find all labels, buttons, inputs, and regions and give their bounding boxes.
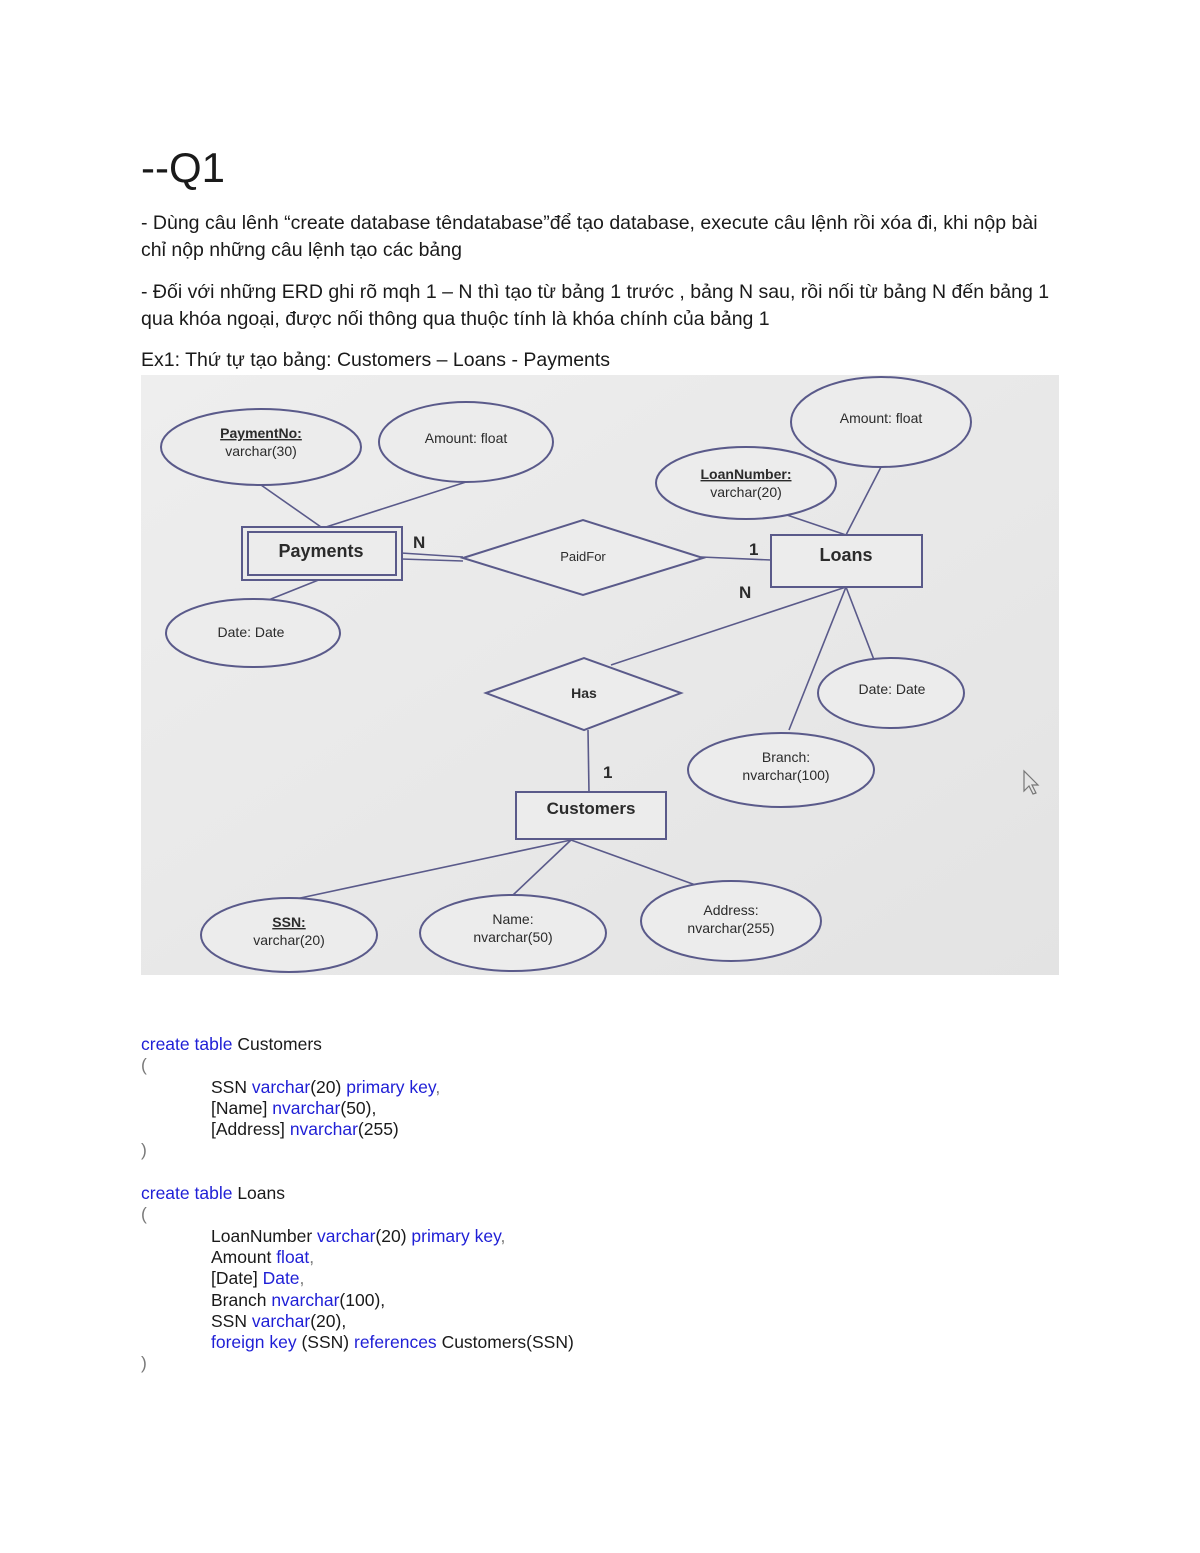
sql-keyword: references xyxy=(354,1332,437,1353)
attr-address-type: nvarchar(255) xyxy=(687,920,775,936)
sql-keyword: primary key xyxy=(346,1076,436,1097)
code-line xyxy=(141,1268,574,1289)
punctuation: , xyxy=(500,1225,506,1246)
instruction-paragraph-2: - Đối với những ERD ghi rõ mqh 1 – N thì tạo từ bảng 1 trước , bảng N sau, rồi nối từ bảng N đến bảng 1 qua khóa ngoại, được nối thông qua thuộc tính là khóa chính của bảng 1 xyxy=(141,281,1050,330)
sql-type: nvarchar xyxy=(271,1289,340,1310)
sql-type: nvarchar xyxy=(272,1097,341,1118)
code-line xyxy=(141,1247,574,1268)
punctuation: , xyxy=(435,1076,441,1097)
sql-keyword: create table xyxy=(141,1034,233,1054)
column-name: [Name] xyxy=(211,1097,268,1118)
code-line: ( xyxy=(141,1204,147,1225)
punctuation: , xyxy=(309,1246,315,1267)
punctuation: , xyxy=(299,1268,305,1289)
type-args: (100), xyxy=(339,1289,386,1310)
example-caption: Ex1: Thứ tự tạo bảng: Customers – Loans - Payments xyxy=(141,349,611,371)
attr-branch-type: nvarchar(100) xyxy=(742,767,830,783)
entity-loans-label: Loans xyxy=(819,545,873,565)
type-args: (20) xyxy=(375,1225,407,1246)
table-name: Customers xyxy=(237,1034,322,1054)
cardinality-customers-1: 1 xyxy=(603,763,613,782)
sql-keyword: create table xyxy=(141,1183,233,1204)
entity-payments-label: Payments xyxy=(278,541,364,561)
column-ref: (SSN) xyxy=(301,1332,350,1353)
code-line xyxy=(141,1098,574,1119)
sql-type: Date xyxy=(262,1268,300,1289)
entity-customers-label: Customers xyxy=(546,799,636,818)
erd-diagram-photo xyxy=(141,375,1059,975)
code-blank-line xyxy=(141,1162,574,1183)
sql-keyword: foreign key xyxy=(211,1332,297,1353)
code-line xyxy=(141,1077,574,1098)
rel-paidfor-label: PaidFor xyxy=(560,549,606,564)
attr-branch-label: Branch: xyxy=(761,749,811,765)
code-line xyxy=(141,1332,574,1353)
sql-type: varchar xyxy=(251,1076,311,1097)
column-name: Amount xyxy=(211,1246,272,1267)
sql-type: varchar xyxy=(317,1225,376,1246)
table-name: Loans xyxy=(237,1183,286,1204)
page-heading: --Q1 xyxy=(141,144,225,191)
instruction-paragraph-1: - Dùng câu lênh “create database têndatabase”để tạo database, execute câu lệnh rồi xóa đi, khi nộp bài chỉ nộp những câu lệnh tạo các bảng xyxy=(141,212,1038,261)
attr-ssn-label: SSN: xyxy=(272,914,306,930)
column-name: LoanNumber xyxy=(211,1225,313,1246)
code-line xyxy=(141,1311,574,1332)
rel-has-label: Has xyxy=(571,685,597,701)
code-line: ( xyxy=(141,1055,147,1076)
type-args: (20) xyxy=(310,1076,342,1097)
sql-type: nvarchar xyxy=(289,1119,358,1140)
type-args: (255) xyxy=(357,1119,399,1140)
cardinality-loans-1: 1 xyxy=(749,540,759,559)
column-name: Branch xyxy=(211,1289,267,1310)
column-name: SSN xyxy=(211,1310,247,1331)
attr-loannumber-ellipse xyxy=(656,447,836,519)
sql-type: float xyxy=(276,1246,310,1267)
code-line xyxy=(141,1119,574,1140)
attr-loan-amount-label: Amount: float xyxy=(839,410,923,426)
code-line: ) xyxy=(141,1140,147,1161)
attr-paymentno-label: PaymentNo: xyxy=(220,425,302,441)
reference-target: Customers(SSN) xyxy=(441,1332,574,1353)
cardinality-loans-n: N xyxy=(739,583,752,602)
sql-keyword: primary key xyxy=(411,1225,501,1246)
code-line: ) xyxy=(141,1353,147,1374)
column-name: [Date] xyxy=(211,1268,258,1289)
attr-loannumber-label: LoanNumber: xyxy=(700,466,792,482)
column-name: SSN xyxy=(211,1076,247,1097)
attr-name-type: nvarchar(50) xyxy=(473,929,553,945)
attr-paymentno-type: varchar(30) xyxy=(225,443,297,459)
attr-loannumber-type: varchar(20) xyxy=(710,484,782,500)
sql-code-block xyxy=(141,1034,574,1375)
attr-address-label: Address: xyxy=(703,902,759,918)
code-line xyxy=(141,1226,574,1247)
type-args: (20), xyxy=(310,1310,347,1331)
code-line xyxy=(141,1290,574,1311)
attr-payment-date-label: Date: Date xyxy=(217,624,285,640)
column-name: [Address] xyxy=(211,1119,285,1140)
attr-loan-date-label: Date: Date xyxy=(858,681,926,697)
code-line xyxy=(141,1034,574,1055)
code-line xyxy=(141,1183,574,1204)
type-args: (50), xyxy=(340,1097,377,1118)
attr-payment-amount-label: Amount: float xyxy=(424,430,508,446)
erd-diagram xyxy=(141,375,1059,975)
sql-type: varchar xyxy=(251,1310,311,1331)
attr-name-label: Name: xyxy=(492,911,534,927)
cardinality-payments-n: N xyxy=(413,533,426,552)
attr-ssn-type: varchar(20) xyxy=(253,932,325,948)
